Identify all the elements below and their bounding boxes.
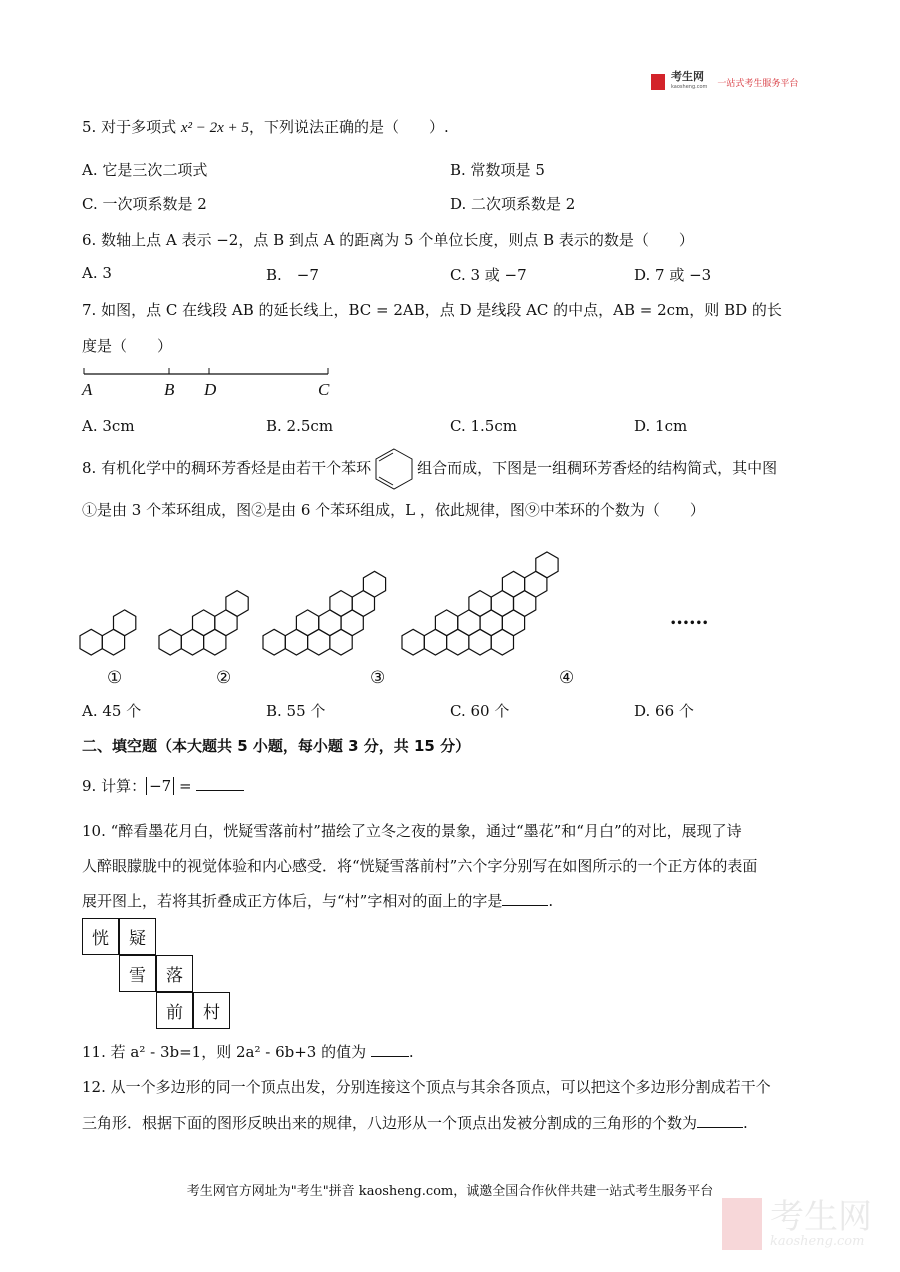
q6-option-a: A. 3 [82,264,112,282]
benzene-ring [226,591,248,617]
benzene-ring [159,629,181,655]
q10-line3: 展开图上，若将其折叠成正方体后，与“村”字相对的面上的字是 . [82,892,554,910]
q9-stem [82,775,244,796]
q7-option-a: A. 3cm [82,417,135,435]
q7-stem-line1: 7. 如图，点 C 在线段 AB 的延长线上，BC = 2AB，点 D 是线段 AC 的中点，AB = 2cm，则 BD 的长 [82,301,782,319]
net-cell: 村 [193,992,230,1029]
aromatic-figure-1 [80,610,136,655]
q7-option-b: B. 2.5cm [266,417,334,435]
benzene-ring [435,610,457,636]
benzene-ring [502,571,524,597]
q10-line3-text: 展开图上，若将其折叠成正方体后，与“村”字相对的面上的字是 [82,892,503,910]
point-label-c: C [318,380,330,399]
net-cell: 落 [156,955,193,992]
q8-stem-b: 组合而成，下图是一组稠环芳香烃的结构简式，其中图 [417,459,778,477]
aromatic-figure-4 [402,552,558,655]
q7-option-d: D. 1cm [634,417,688,435]
benzene-ring [263,629,285,655]
logo-slogan: 一站式考生服务平台 [717,78,799,89]
section-title: 二、填空题（本大题共 5 小题，每小题 3 分，共 15 分） [82,737,471,755]
aromatic-figures [0,530,720,670]
q6-option-c: C. 3 或 −7 [450,266,527,284]
aromatic-figure-3 [263,571,386,655]
q5-option-b: B. 常数项是 5 [450,161,545,179]
logo-name: 考生网 [671,70,704,83]
footer-text: 考生网官方网址为"考生"拼音 kaosheng.com，诚邀全国合作伙伴共建一站式考生服务平台 [186,1184,714,1199]
q8-option-c: C. 60 个 [450,702,510,720]
logo-mark-icon [651,74,665,90]
figure-label-1: ① [107,668,123,688]
q6-option-d: D. 7 或 −3 [634,266,712,284]
watermark-name: 考生网 [770,1196,872,1237]
figure-label-3: ③ [370,668,386,688]
benzene-ring [114,610,136,636]
q7-option-c: C. 1.5cm [450,417,517,435]
q8-stem-line2: ①是由 3 个苯环组成，图②是由 6 个苯环组成，L ，依此规律，图⑨中苯环的个数为（ ） [82,501,705,519]
point-label-d: D [204,380,217,399]
benzene-ring [80,629,102,655]
benzene-ring [363,571,385,597]
q5-expression: x² − 2x + 5 [180,120,249,136]
q9-abs-value: −7 [146,777,174,795]
net-cell: 疑 [119,918,156,955]
ellipsis: •••••• [670,618,709,629]
q5-option-c: C. 一次项系数是 2 [82,195,207,213]
q5-stem-a: 5. 对于多项式 [82,118,177,136]
figure-label-4: ④ [559,668,575,688]
q5-stem-b: ，下列说法正确的是（ ）. [248,118,449,136]
q9-answer-blank[interactable] [196,776,244,791]
benzene-ring [330,591,352,617]
q8-option-b: B. 55 个 [266,702,326,720]
point-label-a: A [82,380,93,399]
aromatic-figure-2 [159,591,248,655]
header-logo [651,72,798,92]
q6-stem: 6. 数轴上点 A 表示 −2，点 B 到点 A 的距离为 5 个单位长度，则点 B 表示的数是（ ） [82,231,694,249]
q8-stem-a: 8. 有机化学中的稠环芳香烃是由若干个苯环 [82,459,372,477]
benzene-ring [402,629,424,655]
benzene-ring [469,591,491,617]
net-cell: 雪 [119,955,156,992]
q8-option-d: D. 66 个 [634,702,694,720]
watermark-logo [722,1198,872,1250]
q11-text: 11. 若 a² - 3b=1，则 2a² - 6b+3 的值为 [82,1043,367,1061]
q7-stem-line2: 度是（ ） [82,337,173,355]
point-label-b: B [164,380,175,399]
q9-equals: = [179,777,192,795]
q8-option-a: A. 45 个 [82,702,142,720]
q9-label: 9. 计算： [82,777,147,795]
benzene-ring-icon [373,447,415,491]
watermark-mark-icon [722,1198,762,1250]
q5-option-a: A. 它是三次二项式 [82,161,208,179]
q5-option-d: D. 二次项系数是 2 [450,195,576,213]
q11-answer-blank[interactable] [371,1042,409,1057]
watermark-domain: kaosheng.com [770,1233,865,1249]
q5-stem [82,116,449,137]
net-cell: 前 [156,992,193,1029]
q12-answer-blank[interactable] [697,1113,743,1128]
net-cell: 恍 [82,918,119,955]
benzene-ring [296,610,318,636]
q10-line2: 人醉眼朦胧中的视觉体验和内心感受．将“恍疑雪落前村”六个字分别写在如图所示的一个正方体的表面 [82,857,758,875]
q10-answer-blank[interactable] [502,891,548,906]
q6-option-b: B. −7 [266,266,319,284]
figure-label-2: ② [216,668,232,688]
q11-stem: 11. 若 a² - 3b=1，则 2a² - 6b+3 的值为 . [82,1043,414,1061]
q10-line1: 10. “醉看墨花月白，恍疑雪落前村”描绘了立冬之夜的景象，通过“墨花”和“月白”的对比，展现了诗 [82,822,742,840]
logo-domain: kaosheng.com [671,84,708,90]
q12-line2: 三角形．根据下面的图形反映出来的规律，八边形从一个顶点出发被分割成的三角形的个数为 . [82,1114,748,1132]
q12-line1: 12. 从一个多边形的同一个顶点出发，分别连接这个顶点与其余各顶点，可以把这个多边形分割成若干个 [82,1078,771,1096]
benzene-ring [536,552,558,578]
q12-line2-text: 三角形．根据下面的图形反映出来的规律，八边形从一个顶点出发被分割成的三角形的个数为 [82,1114,698,1132]
benzene-ring [193,610,215,636]
q8-stem-line1 [82,457,777,478]
